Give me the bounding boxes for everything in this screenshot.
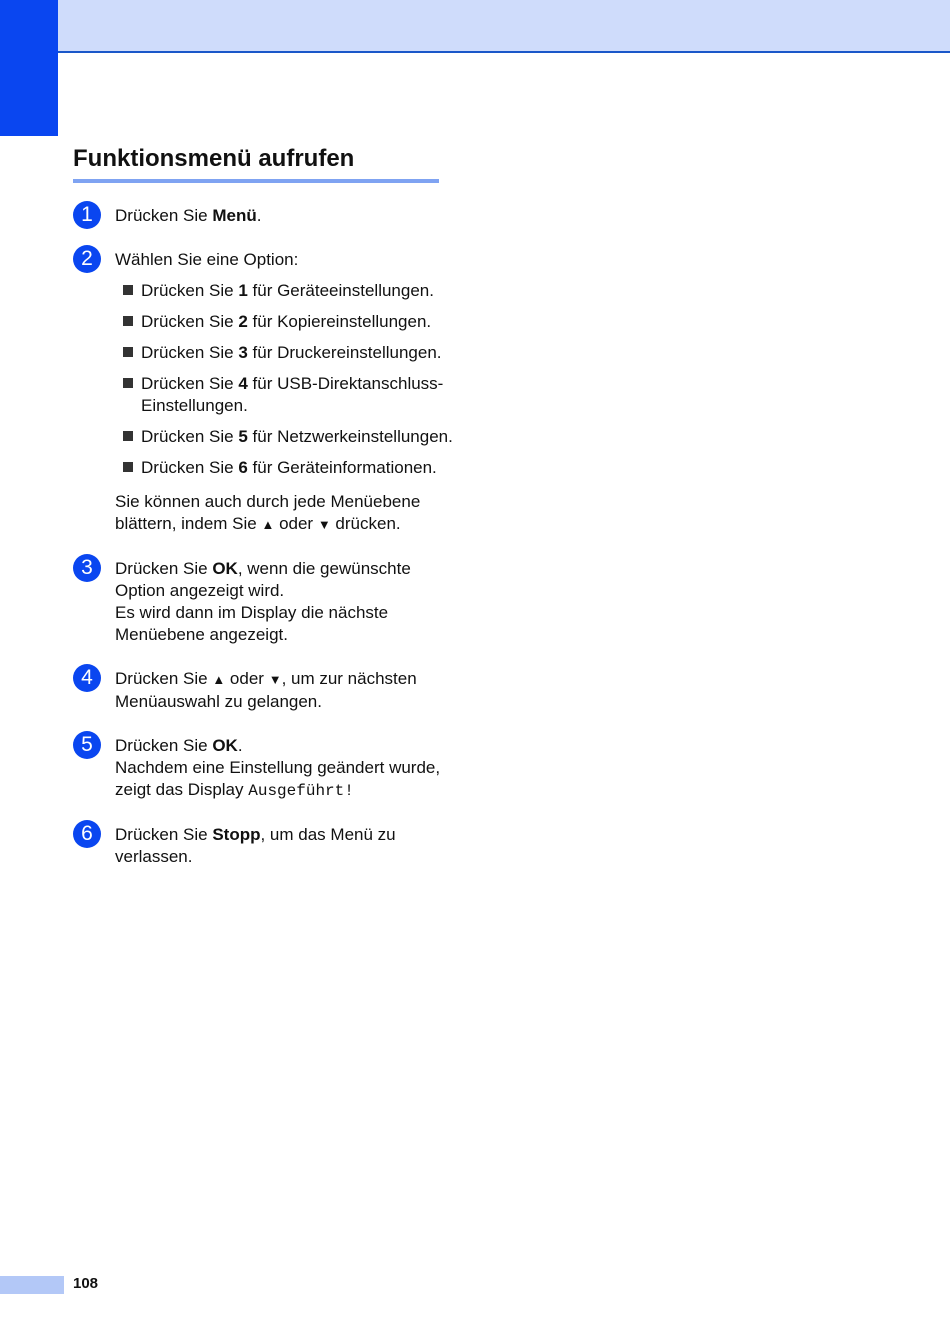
option-text: für Geräteeinstellungen. bbox=[247, 281, 434, 300]
option-key: 5 bbox=[238, 427, 248, 446]
step-number-badge: 6 bbox=[73, 820, 101, 848]
down-arrow-icon: ▼ bbox=[317, 517, 331, 532]
step-5 bbox=[73, 731, 453, 802]
step-6 bbox=[73, 820, 453, 868]
step-text-part: Drücken Sie bbox=[115, 736, 213, 755]
page-number: 108 bbox=[73, 1275, 99, 1292]
step-number-badge: 2 bbox=[73, 245, 101, 273]
page-number-tab bbox=[0, 1276, 64, 1294]
step-text-part: . bbox=[256, 206, 262, 225]
ok-key-label: OK bbox=[212, 736, 238, 755]
step-text bbox=[115, 731, 453, 802]
option-item bbox=[123, 342, 453, 364]
option-text: Drücken Sie bbox=[141, 427, 239, 446]
header-band bbox=[0, 0, 950, 53]
option-item bbox=[123, 311, 453, 333]
option-text: Drücken Sie bbox=[141, 374, 239, 393]
option-text: für Geräteinformationen. bbox=[247, 458, 437, 477]
step-text bbox=[115, 664, 453, 713]
step-number-badge: 3 bbox=[73, 554, 101, 582]
step-text-part: Drücken Sie bbox=[115, 669, 213, 688]
option-key: 6 bbox=[238, 458, 248, 477]
option-text: Drücken Sie bbox=[141, 343, 239, 362]
note-text: drücken. bbox=[330, 514, 401, 533]
step-note bbox=[115, 491, 453, 536]
option-item bbox=[123, 426, 453, 448]
section-heading: Funktionsmenü aufrufen bbox=[73, 145, 355, 172]
ok-key-label: OK bbox=[212, 559, 238, 578]
bullet-square-icon bbox=[123, 431, 133, 441]
option-item bbox=[123, 373, 453, 417]
option-text: für Kopiereinstellungen. bbox=[247, 312, 432, 331]
option-item bbox=[123, 280, 453, 302]
step-text-part: , um zur nächsten Menüauswahl zu gelangen. bbox=[115, 669, 417, 711]
step-text bbox=[115, 820, 453, 868]
option-text: für Druckereinstellungen. bbox=[247, 343, 442, 362]
option-key: 2 bbox=[238, 312, 248, 331]
chapter-tab bbox=[0, 0, 58, 136]
option-list bbox=[115, 280, 453, 479]
option-key: 3 bbox=[238, 343, 248, 362]
bullet-square-icon bbox=[123, 347, 133, 357]
bullet-square-icon bbox=[123, 378, 133, 388]
step-text bbox=[115, 554, 453, 646]
step-number-badge: 4 bbox=[73, 664, 101, 692]
step-text-part: . bbox=[237, 736, 243, 755]
step-1 bbox=[73, 201, 453, 227]
step-text-part: Drücken Sie bbox=[115, 559, 213, 578]
option-key: 1 bbox=[238, 281, 248, 300]
option-text: Drücken Sie bbox=[141, 312, 239, 331]
option-text: Drücken Sie bbox=[141, 281, 239, 300]
down-arrow-icon: ▼ bbox=[268, 672, 282, 687]
step-text bbox=[115, 201, 453, 227]
option-text: für USB-Direktanschluss-Einstellungen. bbox=[141, 374, 444, 415]
option-text: Drücken Sie bbox=[141, 458, 239, 477]
step-text-part: oder bbox=[225, 669, 269, 688]
step-3 bbox=[73, 554, 453, 646]
lcd-message: Ausgeführt! bbox=[248, 782, 354, 800]
step-text-part: Es wird dann im Display die nächste Menüebene angezeigt. bbox=[115, 603, 389, 644]
step-number-badge: 5 bbox=[73, 731, 101, 759]
bullet-square-icon bbox=[123, 285, 133, 295]
stop-key-label: Stopp bbox=[212, 825, 261, 844]
instructions bbox=[73, 201, 453, 886]
menu-key-label: Menü bbox=[212, 206, 257, 225]
step-2 bbox=[73, 245, 453, 536]
step-intro: Wählen Sie eine Option: bbox=[115, 250, 299, 269]
option-item bbox=[123, 457, 453, 479]
bullet-square-icon bbox=[123, 462, 133, 472]
step-4 bbox=[73, 664, 453, 713]
step-text-part: Drücken Sie bbox=[115, 206, 213, 225]
option-key: 4 bbox=[238, 374, 248, 393]
note-text: oder bbox=[274, 514, 318, 533]
step-text-part: , wenn die gewünschte Option angezeigt wird. bbox=[115, 559, 411, 600]
step-text-part: , um das Menü zu verlassen. bbox=[115, 825, 396, 866]
heading-underline bbox=[73, 179, 439, 183]
step-number-badge: 1 bbox=[73, 201, 101, 229]
bullet-square-icon bbox=[123, 316, 133, 326]
up-arrow-icon: ▲ bbox=[212, 672, 226, 687]
up-arrow-icon: ▲ bbox=[261, 517, 275, 532]
step-text-part: Drücken Sie bbox=[115, 825, 213, 844]
option-text: für Netzwerkeinstellungen. bbox=[247, 427, 453, 446]
step-text-part: Nachdem eine Einstellung geändert wurde, zeigt das Display bbox=[115, 758, 441, 799]
note-text: Sie können auch durch jede Menüebene blättern, indem Sie bbox=[115, 492, 421, 533]
